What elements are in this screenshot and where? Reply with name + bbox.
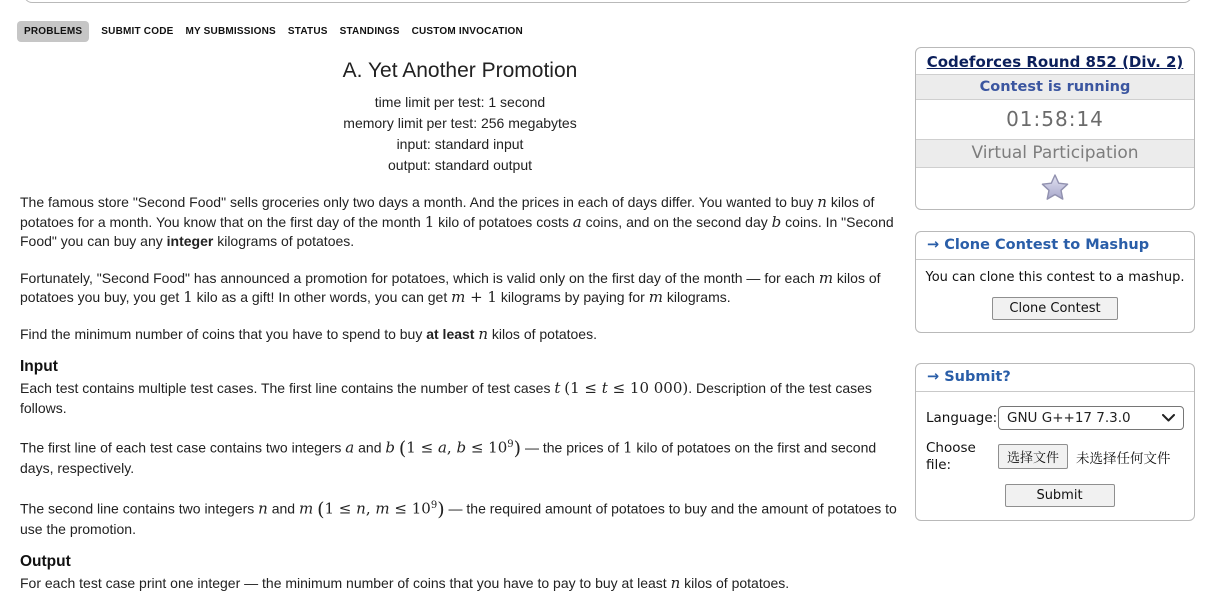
math-var: a	[572, 212, 582, 231]
math-var: b	[385, 438, 395, 457]
problem-statement-body	[20, 193, 900, 594]
math-var: n	[356, 499, 366, 518]
clone-body	[916, 260, 1194, 332]
text-run: kilos of potatoes.	[680, 575, 790, 592]
file-select-button[interactable]: 选择文件	[998, 444, 1068, 469]
text-run: and	[267, 500, 299, 517]
tab-status[interactable]: STATUS	[287, 26, 328, 37]
math-paren: (	[398, 437, 407, 460]
bold-text: integer	[166, 233, 214, 249]
clone-contest-button[interactable]: Clone Contest	[992, 297, 1117, 320]
tab-standings[interactable]: STANDINGS	[339, 26, 400, 37]
tab-submit-code[interactable]: SUBMIT CODE	[101, 26, 174, 37]
math-var: m	[648, 288, 663, 306]
language-row	[926, 406, 1184, 430]
top-box-edge	[24, 0, 1192, 3]
contest-link[interactable]: Codeforces Round 852 (Div. 2)	[926, 53, 1184, 71]
problem-paragraph	[20, 435, 900, 479]
math-var: m	[298, 499, 314, 518]
text-run: coins. In "Second Food" you can buy any	[20, 213, 894, 249]
clone-caption-link[interactable]: → Clone Contest to Mashup	[916, 232, 1194, 260]
section-heading-output: Output	[20, 553, 71, 571]
math-paren: )	[437, 498, 445, 521]
math-var: m	[451, 288, 466, 306]
problem-meta	[20, 92, 900, 176]
math-var: n	[258, 499, 268, 518]
text-run: coins, and on the second day	[581, 213, 772, 230]
math-text: ≤ 10	[466, 438, 508, 457]
problem-paragraph	[20, 193, 900, 252]
text-run: Fortunately, "Second Food" has announced a promotion for potatoes, which is valid only on the first day of the month — for each	[20, 269, 819, 286]
clone-description: You can clone this contest to a mashup.	[925, 270, 1185, 285]
math-var: t	[601, 379, 608, 397]
meta-line: input: standard input	[396, 136, 524, 152]
submit-caption-link[interactable]: → Submit?	[916, 364, 1194, 392]
math-paren: )	[513, 437, 522, 460]
text-run: kilos of potatoes for a month. You know that on the first day of the month	[20, 194, 875, 230]
math-text: ,	[446, 438, 457, 457]
text-run: kilos of potatoes.	[488, 325, 597, 342]
tab-my-submissions[interactable]: MY SUBMISSIONS	[185, 26, 276, 37]
section-heading-input: Input	[20, 358, 58, 375]
submit-box	[915, 363, 1195, 521]
text-run: Find the minimum number of coins that you have to spend to buy	[20, 325, 427, 342]
math-superscript: 9	[507, 439, 514, 450]
bold-text: at least	[426, 325, 475, 342]
submit-button[interactable]: Submit	[1005, 484, 1115, 507]
problem-paragraph	[20, 269, 900, 308]
math-var: m	[375, 499, 390, 518]
math-text: (1 ≤	[564, 379, 602, 397]
language-label: Language:	[926, 409, 998, 426]
contest-status: Contest is running	[916, 74, 1194, 99]
text-run: Each test contains multiple test cases. The first line contains the number of test cases	[20, 380, 555, 396]
text-run: . Description of the test cases follows.	[20, 380, 872, 416]
problem-paragraph	[20, 574, 900, 594]
tab-custom-invocation[interactable]: CUSTOM INVOCATION	[411, 26, 523, 37]
text-run: kilo of potatoes costs	[434, 213, 573, 230]
submit-form	[916, 392, 1194, 520]
math-var: n	[478, 324, 489, 343]
problem-title: A. Yet Another Promotion	[342, 59, 578, 82]
chevron-down-icon	[1162, 414, 1175, 422]
problem-statement	[20, 58, 900, 594]
math-var: n	[670, 574, 681, 593]
participation-mode: Virtual Participation	[916, 139, 1194, 167]
text-run: and	[354, 439, 386, 456]
sidebar	[915, 47, 1195, 521]
contest-countdown-timer: 01:58:14	[916, 99, 1194, 139]
text-run: The famous store "Second Food" sells groceries only two days a month. And the prices in each of days differ. You wanted to buy	[20, 194, 818, 210]
math-var: a	[437, 438, 447, 457]
secondary-nav	[17, 21, 523, 42]
math-superscript: 9	[430, 499, 438, 511]
text-run: — the prices of	[521, 439, 623, 456]
text-run: kilograms of potatoes.	[213, 233, 355, 249]
submit-row	[926, 484, 1184, 507]
math-text: + 1	[465, 288, 497, 306]
math-var: t	[554, 379, 561, 397]
math-var: a	[345, 438, 355, 457]
text-run: — the required amount of potatoes to buy and the amount of potatoes to use the promotion.	[20, 500, 897, 537]
text-run: kilo as a gift! In other words, you can get	[192, 289, 452, 305]
math-text: 1 ≤	[406, 438, 438, 457]
tab-problems[interactable]: PROBLEMS	[17, 21, 89, 42]
text-run: kilograms.	[662, 289, 731, 305]
meta-line: memory limit per test: 256 megabytes	[343, 115, 577, 131]
math-text: ≤ 10	[389, 499, 431, 518]
math-text: 1	[183, 288, 193, 306]
file-input	[998, 444, 1171, 469]
text-run: kilo of potatoes on the first and second days, respectively.	[20, 439, 877, 477]
text-run: The first line of each test case contains two integers	[20, 439, 346, 456]
meta-line: output: standard output	[388, 157, 532, 173]
choose-file-label: Choose file:	[926, 440, 976, 473]
problem-paragraph	[20, 379, 900, 418]
clone-contest-box	[915, 231, 1195, 333]
meta-line: time limit per test: 1 second	[374, 94, 546, 110]
star-icon[interactable]	[1040, 173, 1070, 201]
problem-paragraph	[20, 496, 900, 540]
favorite-row	[916, 167, 1194, 209]
math-var: b	[771, 212, 782, 231]
math-paren: (	[317, 498, 325, 521]
text-run: kilograms by paying for	[496, 289, 649, 305]
math-text: 1	[623, 438, 633, 457]
math-text: ≤ 10 000)	[607, 379, 689, 397]
math-var: m	[818, 268, 834, 287]
contest-info-box	[915, 47, 1195, 210]
math-text: ,	[365, 499, 376, 518]
choose-file-row	[926, 440, 1184, 474]
math-text: 1	[424, 212, 435, 231]
text-run: The second line contains two integers	[20, 500, 259, 517]
contest-title-row	[916, 48, 1194, 74]
math-var: b	[456, 438, 467, 457]
file-status-text: 未选择任何文件	[1076, 450, 1171, 467]
language-select[interactable]	[998, 406, 1184, 430]
math-var: n	[817, 193, 827, 211]
text-run: For each test case print one integer — the minimum number of coins that you have to pay to buy at least	[20, 575, 671, 592]
text-run: kilos of potatoes you buy, you get	[20, 269, 881, 305]
language-selected-value: GNU G++17 7.3.0	[1007, 410, 1131, 426]
math-text: 1 ≤	[324, 499, 357, 518]
problem-paragraph	[20, 325, 900, 345]
